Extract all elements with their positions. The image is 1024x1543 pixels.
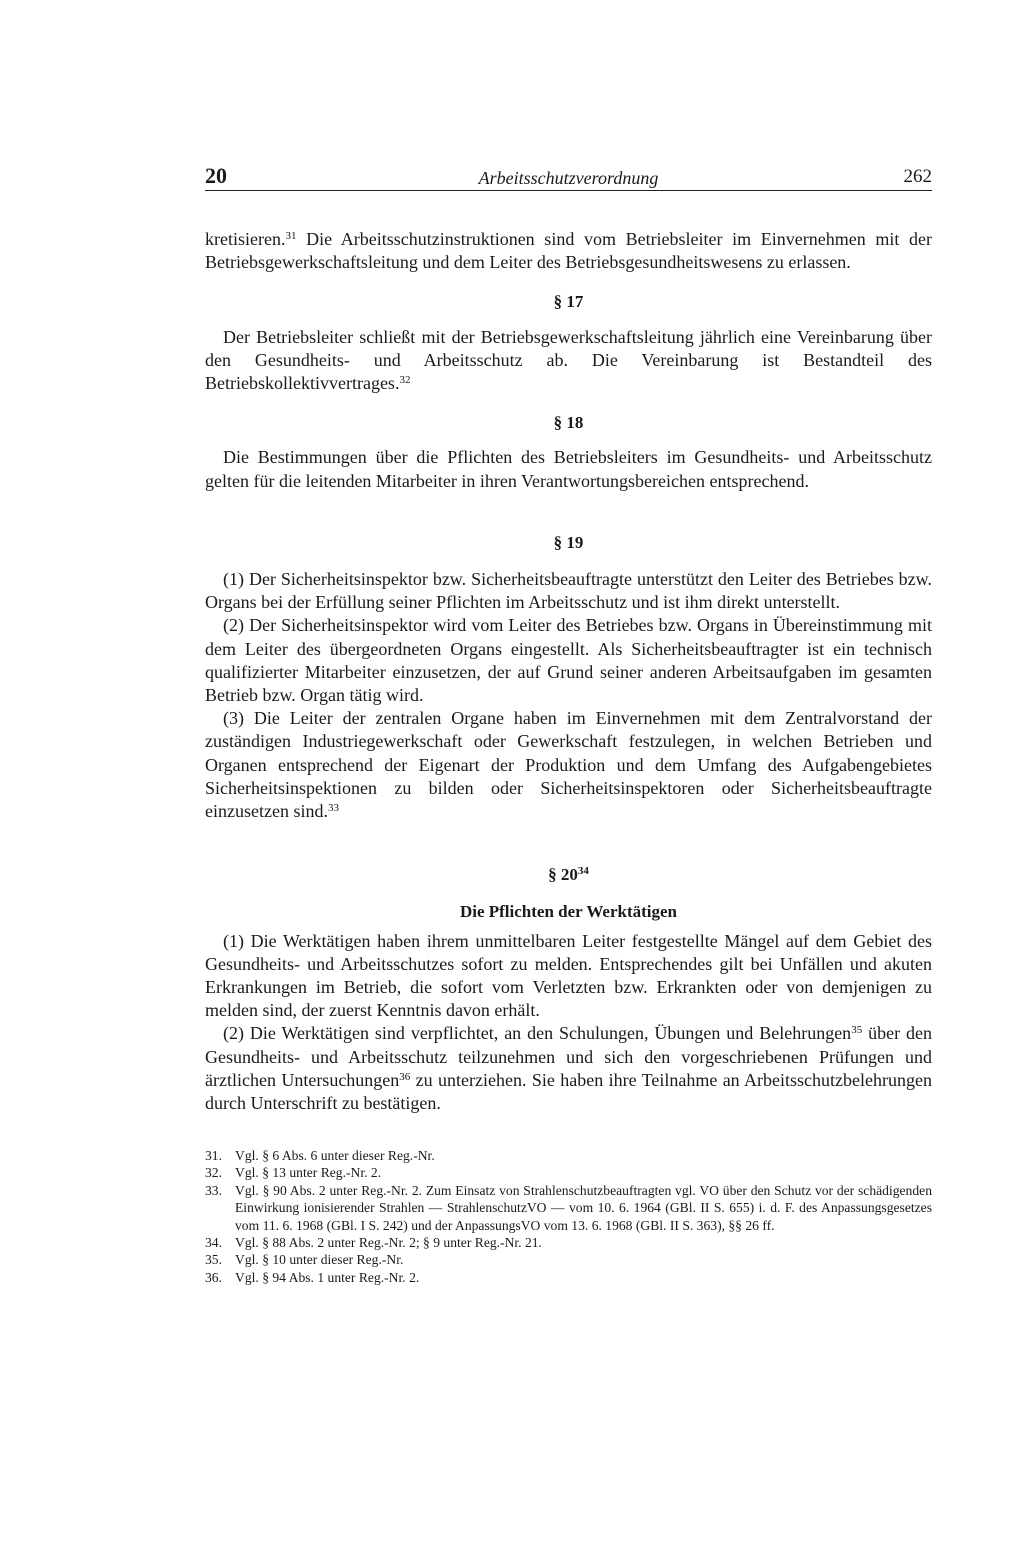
footnote-text: Vgl. § 88 Abs. 2 unter Reg.-Nr. 2; § 9 unter Reg.-Nr. 21.	[235, 1235, 542, 1251]
section-17-text: Der Betriebsleiter schließt mit der Betriebsgewerkschaftsleitung jährlich eine Vereinbarung über den Gesundheits- und Arbeitsschutz ab. Die Vereinbarung ist Bestandteil des Betriebskollektivvertrages.	[205, 326, 932, 394]
running-title: Arbeitsschutzverordnung	[478, 168, 659, 188]
section-20-paragraph-2-part-c: zu unterziehen. Sie haben ihre Teilnahme an Arbeitsschutzbelehrungen durch Unterschrift zu bestätigen.	[205, 1069, 932, 1114]
footnote-text: Vgl. § 6 Abs. 6 unter dieser Reg.-Nr.	[235, 1148, 435, 1163]
page-number: 262	[903, 166, 932, 187]
section-19-heading: § 19	[553, 532, 584, 552]
section-20-paragraph-1: (1) Die Werktätigen haben ihrem unmittelbaren Leiter festgestellte Mängel auf dem Gebiet des Gesundheits- und Arbeitsschutzes sofort zu melden. Entsprechendes gilt bei Unfällen und akuten Erkrankungen im Betrieb, die sofort vom Verletzten bzw. Erkrankten oder von demjenigen zu melden sind, der zuerst Kenntnis davon erhält.	[205, 930, 932, 1021]
section-19-paragraph-3	[205, 707, 932, 823]
section-18-heading: § 18	[553, 413, 584, 433]
footnote-number: 32.	[205, 1165, 222, 1181]
section-18-paragraph: Die Bestimmungen über die Pflichten des Betriebsleiters im Gesundheits- und Arbeitsschutz gelten für die leitenden Mitarbeiter in ihren Verantwortungsbereichen entsprechend.	[205, 447, 932, 491]
footnote-text: Vgl. § 94 Abs. 1 unter Reg.-Nr. 2.	[235, 1269, 420, 1285]
section-20-title: Die Pflichten der Werktätigen	[459, 902, 678, 922]
footnote-ref-36: 36	[399, 1070, 411, 1083]
section-20-paragraph-2-part-a: (2) Die Werktätigen sind verpflichtet, an den Schulungen, Übungen und Belehrungen	[223, 1023, 852, 1044]
footnote-ref-33: 33	[327, 802, 339, 815]
footnote-number: 33.	[205, 1182, 222, 1198]
section-20-heading	[205, 863, 932, 886]
footnote-33	[205, 1182, 932, 1234]
section-20-paragraph-2-part-b: über den Gesundheits- und Arbeitsschutz teilzunehmen und sich den vorgeschriebenen Prüfungen und ärztlichen Untersuchungen	[205, 1023, 932, 1090]
footnote-ref-35: 35	[851, 1024, 863, 1037]
section-20-heading-text: § 20	[548, 865, 578, 885]
footnote-text: Vgl. § 90 Abs. 2 unter Reg.-Nr. 2. Zum Einsatz von Strahlenschutzbeauftragten vgl. VO über den Schutz vor der schädigenden Einwirkung ionisierender Strahlen — StrahlenschutzVO — vom 10. 6. 1964 (GBl. II S. 655) i. d. F. des Anpassungsgesetzes vom 11. 6. 1968 (GBl. I S. 242) und der AnpassungsVO vom 13. 6. 1968 (GBl. II S. 363), §§ 26 ff.	[235, 1182, 932, 1233]
section-19-paragraph-3-text: (3) Die Leiter der zentralen Organe haben im Einvernehmen mit dem Zentralvorstand der zuständigen Industriegewerkschaft oder Gewerkschaft festzulegen, in welchen Betrieben und Organen entsprechend der Eigenart der Produktion und dem Umfang des Aufgabengebietes Sicherheitsinspektionen zu bilden oder Sicherheitsinspektoren oder Sicherheitsbeauftragte einzusetzen sind.	[205, 708, 932, 822]
page-header	[205, 160, 932, 191]
footnote-32	[205, 1164, 932, 1181]
document-page	[205, 160, 932, 1115]
intro-paragraph	[205, 228, 932, 274]
footnote-number: 34.	[205, 1235, 222, 1251]
section-19-paragraph-2: (2) Der Sicherheitsinspektor wird vom Leiter des Betriebes bzw. Organs in Übereinstimmung mit dem Leiter des übergeordneten Organs eingestellt. Als Sicherheitsbeauftragter ist ein technisch qualifizierter Mitarbeiter einzusetzen, der auf Grund seiner anderen Arbeitsaufgaben im gesamten Betrieb bzw. Organ tätig wird.	[205, 615, 932, 706]
footnote-35	[205, 1251, 932, 1268]
section-20-paragraph-2	[205, 1022, 932, 1115]
footnote-31	[205, 1147, 932, 1164]
footnote-number: 31.	[205, 1148, 222, 1163]
intro-text-rest: Die Arbeitsschutzinstruktionen sind vom Betriebsleiter im Einvernehmen mit der Betriebsgewerkschaftsleitung und dem Leiter des Betriebsgesundheitswesens zu erlassen.	[205, 229, 932, 273]
section-17-paragraph	[205, 326, 932, 396]
intro-text-start: kretisieren.	[205, 229, 286, 249]
footnote-ref-34: 34	[577, 865, 589, 878]
chapter-number: 20	[205, 163, 227, 188]
footnote-ref-31: 31	[285, 230, 297, 242]
footnotes	[205, 1147, 932, 1286]
footnote-number: 35.	[205, 1252, 222, 1268]
section-17-heading: § 17	[553, 292, 584, 312]
footnote-text: Vgl. § 13 unter Reg.-Nr. 2.	[235, 1165, 382, 1181]
section-19-paragraph-1: (1) Der Sicherheitsinspektor bzw. Sicherheitsbeauftragte unterstützt den Leiter des Betriebes bzw. Organs bei der Erfüllung seiner Pflichten im Arbeitsschutz und ist ihm direkt unterstellt.	[205, 569, 932, 613]
body-text	[205, 228, 932, 1115]
footnote-text: Vgl. § 10 unter dieser Reg.-Nr.	[235, 1252, 404, 1268]
footnote-34	[205, 1234, 932, 1251]
footnote-number: 36.	[205, 1269, 222, 1285]
footnote-ref-32: 32	[399, 374, 411, 387]
footnote-36	[205, 1269, 932, 1286]
